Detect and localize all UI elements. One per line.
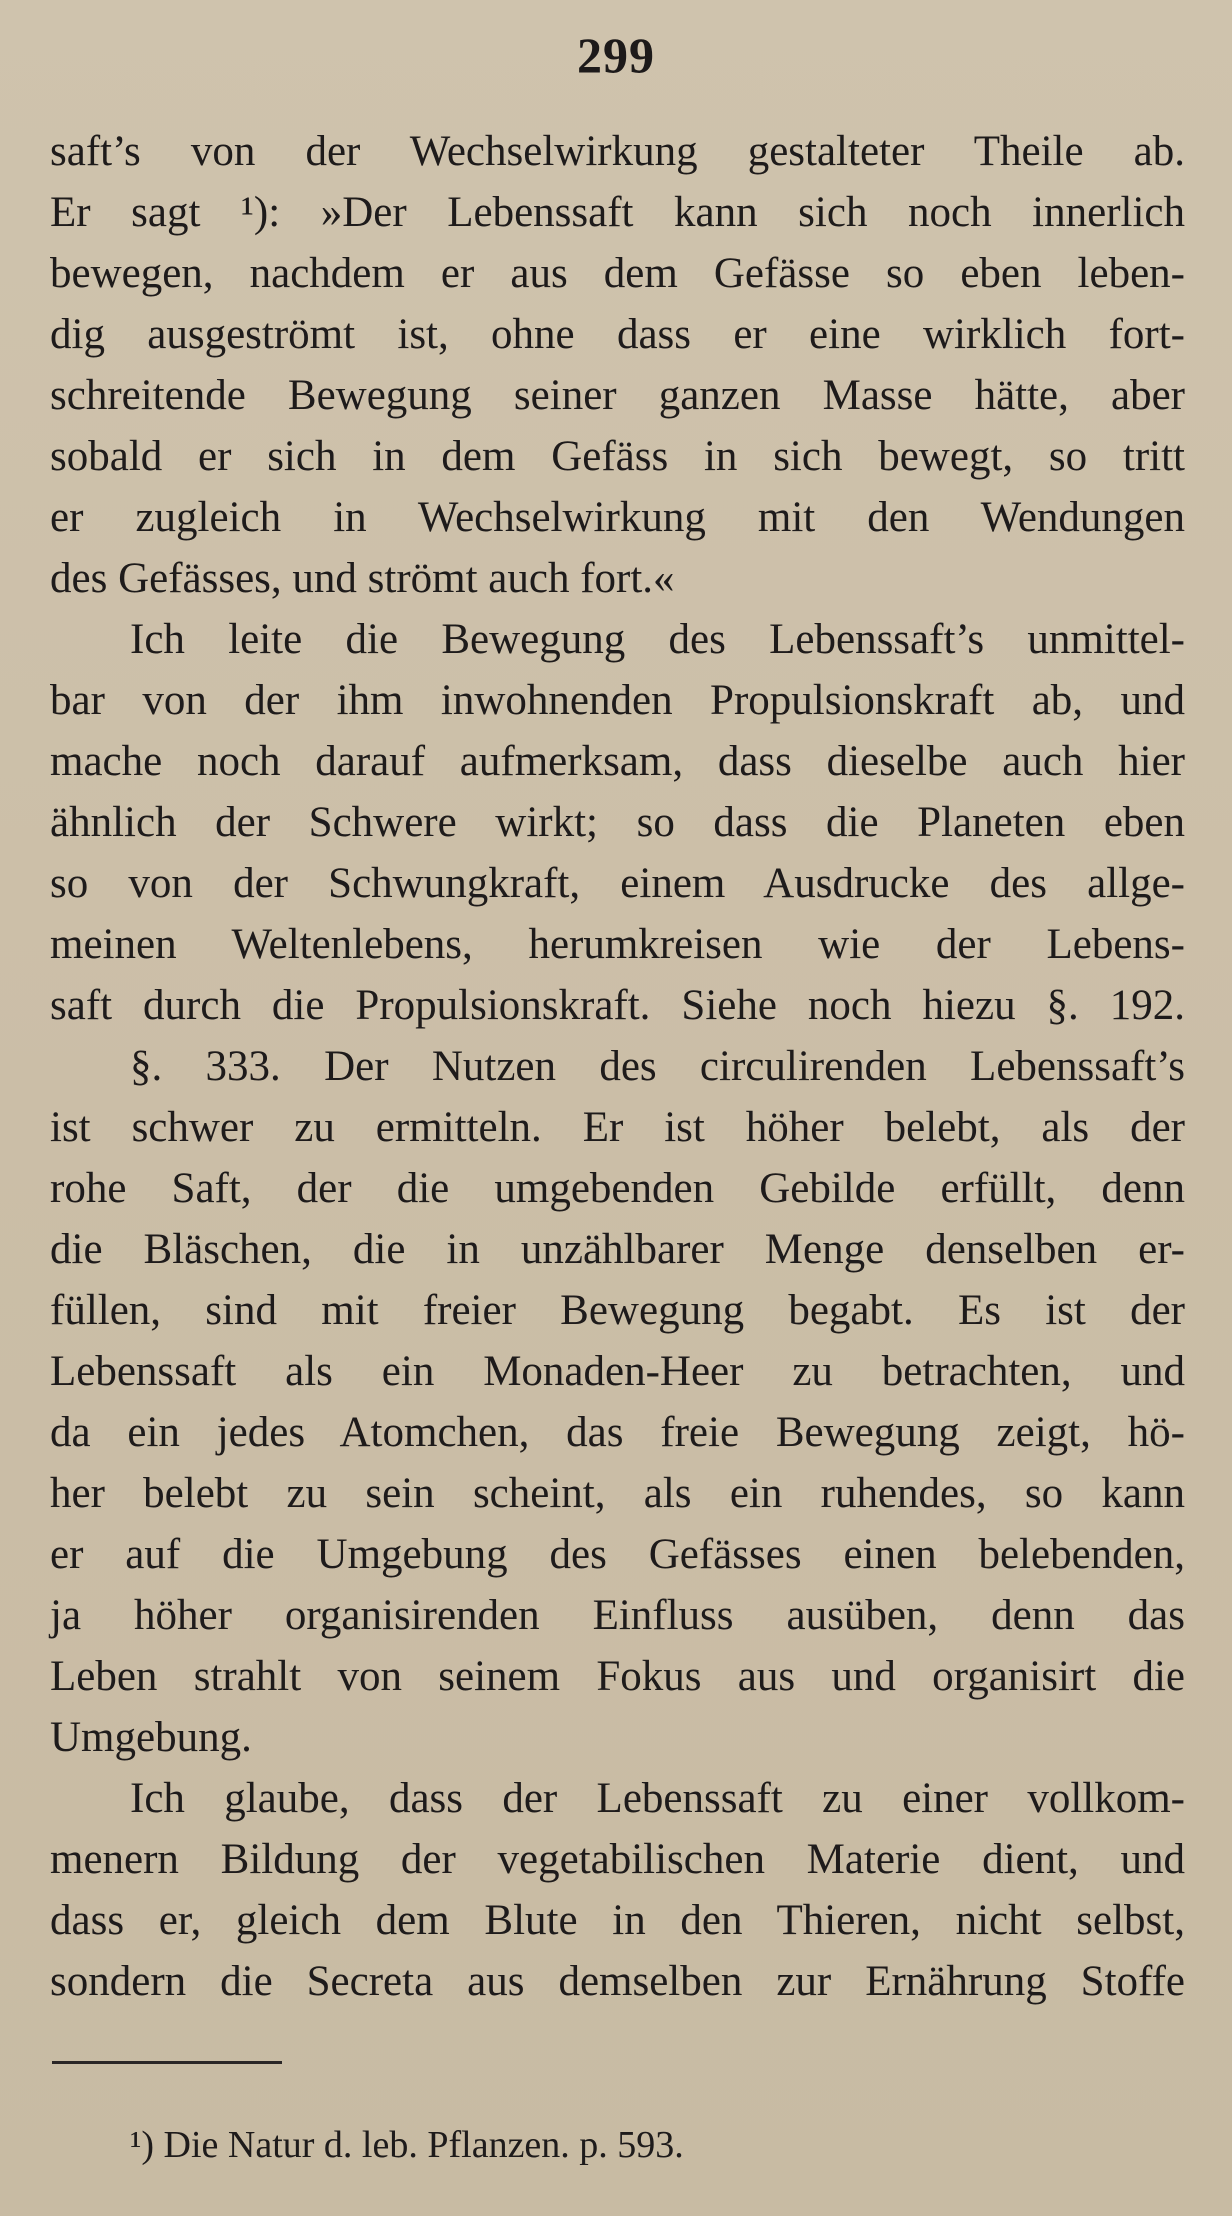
text-line: Ich leite die Bewegung des Lebenssaft’s unmittel- — [130, 616, 1185, 663]
text-line: dig ausgeströmt ist, ohne dass er eine wirklich fort- — [50, 311, 1185, 358]
text-line: des Gefässes, und strömt auch fort.« — [50, 555, 675, 602]
text-line: sobald er sich in dem Gefäss in sich bewegt, so tritt — [50, 433, 1185, 480]
text-line: Leben strahlt von seinem Fokus aus und organisirt die — [50, 1653, 1185, 1700]
text-line: meinen Weltenlebens, herumkreisen wie der Lebens- — [50, 921, 1185, 968]
text-line: die Bläschen, die in unzählbarer Menge denselben er- — [50, 1226, 1185, 1273]
text-line: füllen, sind mit freier Bewegung begabt. Es ist der — [50, 1287, 1185, 1334]
text-line: da ein jedes Atomchen, das freie Bewegung zeigt, hö- — [50, 1409, 1185, 1456]
text-line: Umgebung. — [50, 1714, 252, 1761]
text-line: Ich glaube, dass der Lebenssaft zu einer vollkom- — [130, 1775, 1185, 1822]
text-line: rohe Saft, der die umgebenden Gebilde erfüllt, denn — [50, 1165, 1185, 1212]
text-line: §. 333. Der Nutzen des circulirenden Lebenssaft’s — [130, 1043, 1185, 1090]
page-number: 299 — [577, 27, 655, 83]
text-line: er zugleich in Wechselwirkung mit den Wendungen — [50, 494, 1185, 541]
text-line: so von der Schwungkraft, einem Ausdrucke des allge- — [50, 860, 1185, 907]
text-line: menern Bildung der vegetabilischen Materie dient, und — [50, 1836, 1185, 1883]
footnote: ¹) Die Natur d. leb. Pflanzen. p. 593. — [130, 2124, 684, 2166]
text-line: er auf die Umgebung des Gefässes einen belebenden, — [50, 1531, 1185, 1578]
text-line: ähnlich der Schwere wirkt; so dass die Planeten eben — [50, 799, 1185, 846]
text-line: sondern die Secreta aus demselben zur Ernährung Stoffe — [50, 1958, 1185, 2005]
text-line: ist schwer zu ermitteln. Er ist höher belebt, als der — [50, 1104, 1185, 1151]
text-line: Er sagt ¹): »Der Lebenssaft kann sich noch innerlich — [50, 189, 1185, 236]
text-line: schreitende Bewegung seiner ganzen Masse hätte, aber — [50, 372, 1185, 419]
text-line: bar von der ihm inwohnenden Propulsionskraft ab, und — [50, 677, 1185, 724]
text-line: mache noch darauf aufmerksam, dass dieselbe auch hier — [50, 738, 1185, 785]
text-line: bewegen, nachdem er aus dem Gefässe so eben leben- — [50, 250, 1185, 297]
text-line: dass er, gleich dem Blute in den Thieren, nicht selbst, — [50, 1897, 1185, 1944]
footnote-divider — [52, 2061, 282, 2064]
text-line: ja höher organisirenden Einfluss ausüben, denn das — [50, 1592, 1185, 1639]
text-line: saft’s von der Wechselwirkung gestalteter Theile ab. — [50, 128, 1185, 175]
text-line: her belebt zu sein scheint, als ein ruhendes, so kann — [50, 1470, 1185, 1517]
text-line: saft durch die Propulsionskraft. Siehe noch hiezu §. 192. — [50, 982, 1185, 1029]
text-line: Lebenssaft als ein Monaden-Heer zu betrachten, und — [50, 1348, 1185, 1395]
